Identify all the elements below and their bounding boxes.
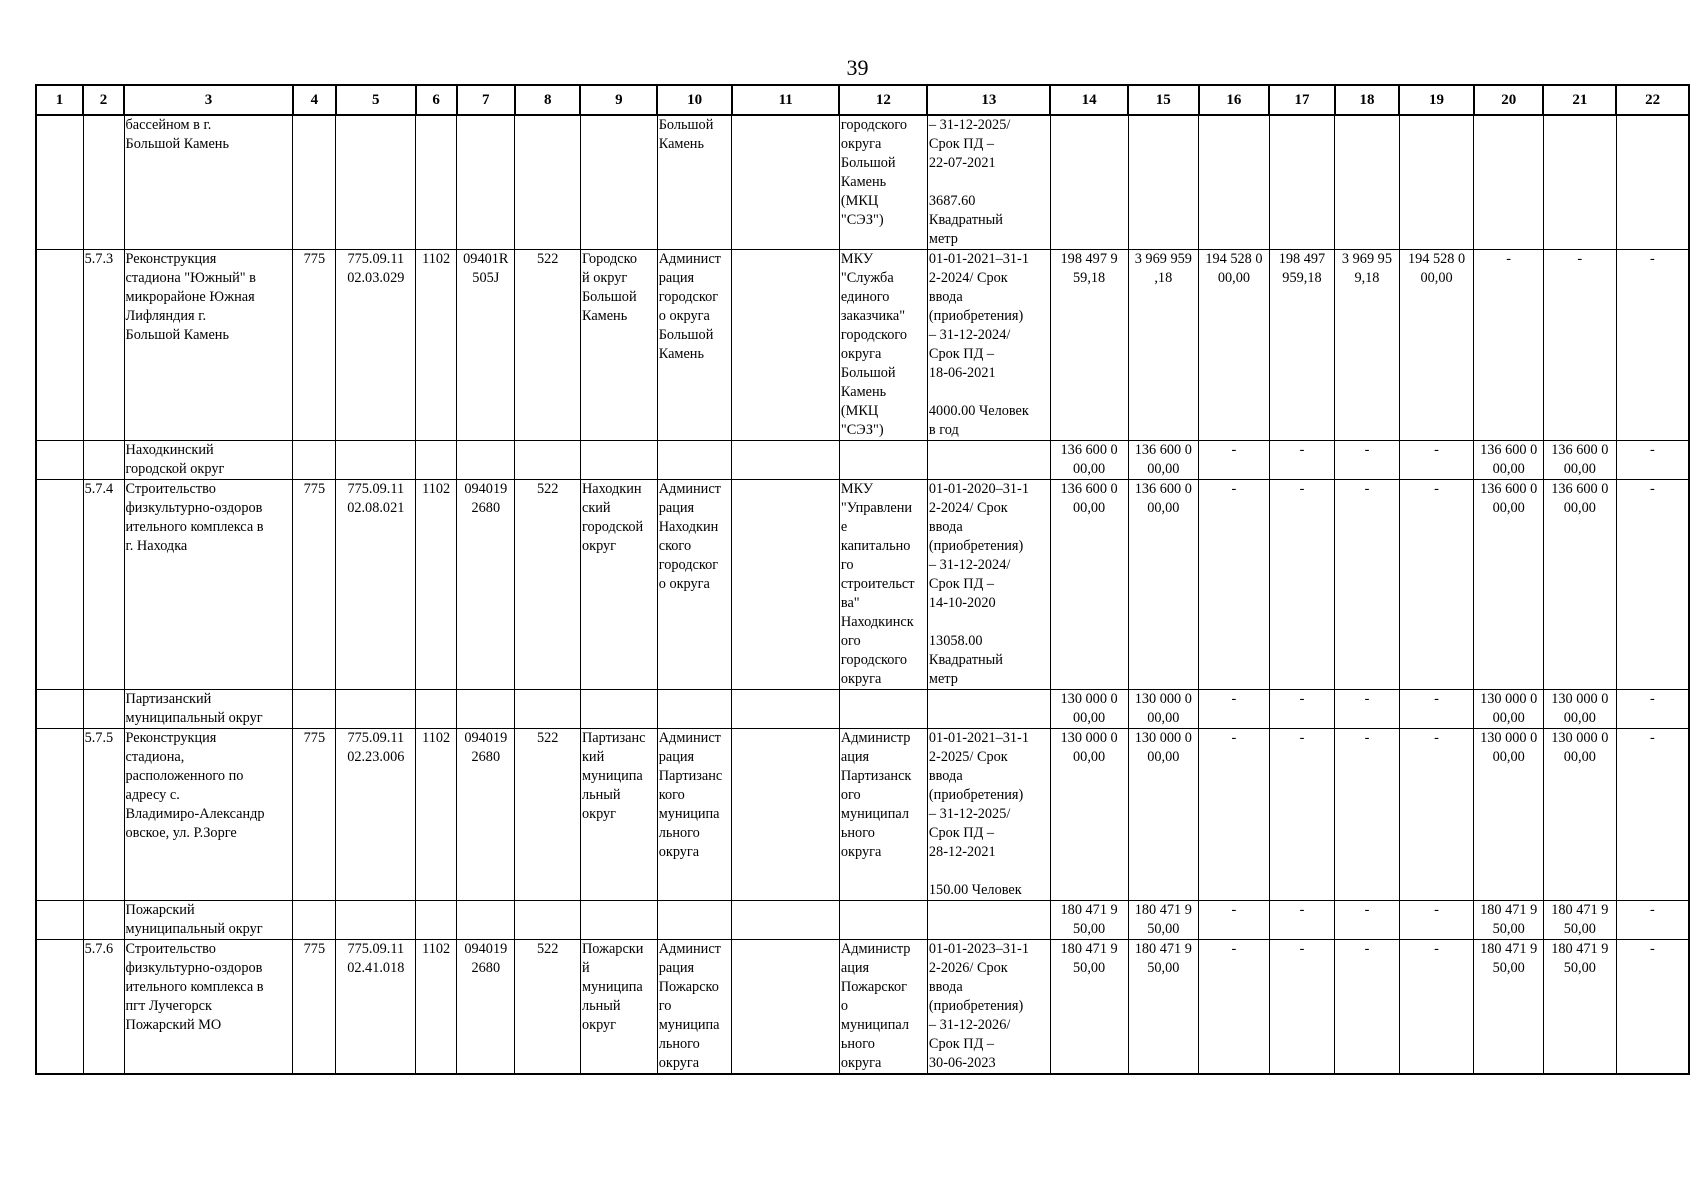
table-cell-col-12 <box>839 441 927 480</box>
table-cell-col-16 <box>1199 115 1270 250</box>
table-cell-col-15: 180 471 9 50,00 <box>1128 901 1199 940</box>
column-header-7: 7 <box>457 85 515 115</box>
table-cell-col-2 <box>83 690 124 729</box>
table-cell-col-16: - <box>1199 441 1270 480</box>
table-cell-col-10: Админист рация Находкин ского городског о округа <box>657 480 732 690</box>
table-row <box>36 480 1689 690</box>
table-cell-col-10: Админист рация Пожарско го муниципа льного округа <box>657 940 732 1075</box>
table-cell-col-19: - <box>1399 729 1474 901</box>
column-header-20: 20 <box>1474 85 1544 115</box>
table-cell-col-18: - <box>1335 690 1399 729</box>
table-cell-col-11 <box>732 480 839 690</box>
table-cell-col-3: Партизанский муниципальный округ <box>124 690 293 729</box>
table-cell-col-12 <box>839 690 927 729</box>
table-cell-col-14: 130 000 0 00,00 <box>1050 690 1128 729</box>
table-cell-col-16: - <box>1199 729 1270 901</box>
table-cell-col-14: 180 471 9 50,00 <box>1050 901 1128 940</box>
table-cell-col-7: 094019 2680 <box>457 940 515 1075</box>
table-cell-col-17: - <box>1269 729 1335 901</box>
table-cell-col-21: 180 471 9 50,00 <box>1543 940 1616 1075</box>
table-cell-col-12: МКУ "Управлени е капитально го строительст ва" Находкинск ого городского округа <box>839 480 927 690</box>
table-cell-col-21: 130 000 0 00,00 <box>1543 690 1616 729</box>
table-cell-col-11 <box>732 690 839 729</box>
column-header-21: 21 <box>1543 85 1616 115</box>
column-header-6: 6 <box>416 85 457 115</box>
column-header-16: 16 <box>1199 85 1270 115</box>
table-cell-col-2 <box>83 441 124 480</box>
table-cell-col-10 <box>657 441 732 480</box>
table-cell-col-14: 198 497 9 59,18 <box>1050 250 1128 441</box>
table-cell-col-6: 1102 <box>416 480 457 690</box>
column-header-14: 14 <box>1050 85 1128 115</box>
table-cell-col-10 <box>657 690 732 729</box>
table-cell-col-15: 136 600 0 00,00 <box>1128 480 1199 690</box>
table-cell-col-14: 130 000 0 00,00 <box>1050 729 1128 901</box>
table-cell-col-16: - <box>1199 480 1270 690</box>
table-cell-col-22: - <box>1616 441 1689 480</box>
table-cell-col-17: - <box>1269 901 1335 940</box>
table-cell-col-19: - <box>1399 480 1474 690</box>
table-cell-col-4: 775 <box>293 729 336 901</box>
table-cell-col-8 <box>515 441 581 480</box>
table-cell-col-5 <box>336 690 416 729</box>
table-cell-col-11 <box>732 901 839 940</box>
table-cell-col-18: - <box>1335 480 1399 690</box>
column-header-15: 15 <box>1128 85 1199 115</box>
table-cell-col-19 <box>1399 115 1474 250</box>
table-cell-col-6: 1102 <box>416 729 457 901</box>
table-cell-col-13: 01-01-2021–31-1 2-2025/ Срок ввода (приобретения) – 31-12-2025/ Срок ПД – 28-12-2021 150.00 Человек <box>927 729 1050 901</box>
table-cell-col-21: - <box>1543 250 1616 441</box>
table-cell-col-7: 094019 2680 <box>457 480 515 690</box>
table-cell-col-22: - <box>1616 901 1689 940</box>
table-cell-col-15 <box>1128 115 1199 250</box>
table-cell-col-6 <box>416 690 457 729</box>
table-cell-col-19: - <box>1399 690 1474 729</box>
table-cell-col-18: - <box>1335 441 1399 480</box>
table-cell-col-9: Находкин ский городской округ <box>580 480 657 690</box>
table-cell-col-10 <box>657 901 732 940</box>
table-cell-col-3: Реконструкция стадиона, расположенного по адресу с. Владимиро-Александр овское, ул. Р.Зорге <box>124 729 293 901</box>
table-cell-col-16: - <box>1199 690 1270 729</box>
table-cell-col-8: 522 <box>515 729 581 901</box>
table-cell-col-13: 01-01-2023–31-1 2-2026/ Срок ввода (приобретения) – 31-12-2026/ Срок ПД – 30-06-2023 <box>927 940 1050 1075</box>
table-cell-col-5 <box>336 901 416 940</box>
column-header-4: 4 <box>293 85 336 115</box>
table-cell-col-20: 180 471 9 50,00 <box>1474 901 1544 940</box>
table-cell-col-1 <box>36 250 83 441</box>
table-cell-col-22: - <box>1616 480 1689 690</box>
table-cell-col-4: 775 <box>293 480 336 690</box>
table-cell-col-5 <box>336 441 416 480</box>
table-cell-col-5 <box>336 115 416 250</box>
table-cell-col-10: Большой Камень <box>657 115 732 250</box>
table-cell-col-21: 180 471 9 50,00 <box>1543 901 1616 940</box>
table-cell-col-17 <box>1269 115 1335 250</box>
table-cell-col-18: - <box>1335 901 1399 940</box>
table-cell-col-8 <box>515 690 581 729</box>
column-header-19: 19 <box>1399 85 1474 115</box>
table-cell-col-9 <box>580 901 657 940</box>
table-cell-col-17: - <box>1269 940 1335 1075</box>
table-cell-col-17: - <box>1269 480 1335 690</box>
column-header-10: 10 <box>657 85 732 115</box>
table-cell-col-2 <box>83 901 124 940</box>
table-cell-col-14: 136 600 0 00,00 <box>1050 480 1128 690</box>
table-cell-col-7 <box>457 441 515 480</box>
table-cell-col-5: 775.09.11 02.41.018 <box>336 940 416 1075</box>
table-cell-col-18: - <box>1335 729 1399 901</box>
table-cell-col-1 <box>36 940 83 1075</box>
table-cell-col-7 <box>457 901 515 940</box>
table-cell-col-3: Находкинский городской округ <box>124 441 293 480</box>
table-cell-col-7: 094019 2680 <box>457 729 515 901</box>
table-cell-col-3: Реконструкция стадиона "Южный" в микрорайоне Южная Лифляндия г. Большой Камень <box>124 250 293 441</box>
table-cell-col-21: 136 600 0 00,00 <box>1543 480 1616 690</box>
table-cell-col-4 <box>293 441 336 480</box>
table-cell-col-13 <box>927 901 1050 940</box>
table-cell-col-17: - <box>1269 441 1335 480</box>
table-cell-col-21: 130 000 0 00,00 <box>1543 729 1616 901</box>
table-cell-col-12: Администр ация Пожарског о муниципал ьного округа <box>839 940 927 1075</box>
column-header-17: 17 <box>1269 85 1335 115</box>
table-cell-col-9 <box>580 441 657 480</box>
table-cell-col-2: 5.7.4 <box>83 480 124 690</box>
table-cell-col-20: 136 600 0 00,00 <box>1474 441 1544 480</box>
table-cell-col-3: бассейном в г. Большой Камень <box>124 115 293 250</box>
table-cell-col-20: 130 000 0 00,00 <box>1474 690 1544 729</box>
table-cell-col-15: 136 600 0 00,00 <box>1128 441 1199 480</box>
table-cell-col-15: 180 471 9 50,00 <box>1128 940 1199 1075</box>
table-cell-col-22: - <box>1616 250 1689 441</box>
table-cell-col-10: Админист рация Партизанс кого муниципа льного округа <box>657 729 732 901</box>
table-cell-col-8: 522 <box>515 480 581 690</box>
table-cell-col-4 <box>293 690 336 729</box>
table-cell-col-18 <box>1335 115 1399 250</box>
table-row <box>36 940 1689 1075</box>
table-cell-col-21 <box>1543 115 1616 250</box>
table-cell-col-1 <box>36 441 83 480</box>
table-cell-col-5: 775.09.11 02.23.006 <box>336 729 416 901</box>
table-cell-col-15: 130 000 0 00,00 <box>1128 690 1199 729</box>
table-cell-col-22 <box>1616 115 1689 250</box>
table-cell-col-16: - <box>1199 901 1270 940</box>
table-cell-col-2 <box>83 115 124 250</box>
table-cell-col-5: 775.09.11 02.03.029 <box>336 250 416 441</box>
table-cell-col-13 <box>927 441 1050 480</box>
column-header-11: 11 <box>732 85 839 115</box>
table-cell-col-12: городского округа Большой Камень (МКЦ "СЭЗ") <box>839 115 927 250</box>
table-cell-col-4 <box>293 115 336 250</box>
column-header-22: 22 <box>1616 85 1689 115</box>
table-cell-col-12: МКУ "Служба единого заказчика" городского округа Большой Камень (МКЦ "СЭЗ") <box>839 250 927 441</box>
table-cell-col-12: Администр ация Партизанск ого муниципал ьного округа <box>839 729 927 901</box>
table-cell-col-19: - <box>1399 940 1474 1075</box>
table-cell-col-21: 136 600 0 00,00 <box>1543 441 1616 480</box>
subtotal-row <box>36 441 1689 480</box>
table-cell-col-11 <box>732 441 839 480</box>
table-cell-col-9: Партизанс кий муниципа льный округ <box>580 729 657 901</box>
table-row <box>36 729 1689 901</box>
table-cell-col-15: 3 969 959 ,18 <box>1128 250 1199 441</box>
table-cell-col-11 <box>732 115 839 250</box>
column-header-18: 18 <box>1335 85 1399 115</box>
column-header-13: 13 <box>927 85 1050 115</box>
table-cell-col-16: 194 528 0 00,00 <box>1199 250 1270 441</box>
table-cell-col-15: 130 000 0 00,00 <box>1128 729 1199 901</box>
table-cell-col-11 <box>732 940 839 1075</box>
table-cell-col-11 <box>732 729 839 901</box>
column-header-12: 12 <box>839 85 927 115</box>
table-cell-col-18: - <box>1335 940 1399 1075</box>
column-header-8: 8 <box>515 85 581 115</box>
table-cell-col-1 <box>36 480 83 690</box>
table-cell-col-6 <box>416 441 457 480</box>
table-cell-col-7 <box>457 115 515 250</box>
table-cell-col-1 <box>36 901 83 940</box>
table-cell-col-8: 522 <box>515 250 581 441</box>
table-cell-col-16: - <box>1199 940 1270 1075</box>
table-cell-col-22: - <box>1616 729 1689 901</box>
subtotal-row <box>36 690 1689 729</box>
table-cell-col-1 <box>36 115 83 250</box>
table-cell-col-9 <box>580 115 657 250</box>
table-cell-col-19: 194 528 0 00,00 <box>1399 250 1474 441</box>
table-cell-col-20: - <box>1474 250 1544 441</box>
table-cell-col-6: 1102 <box>416 250 457 441</box>
table-cell-col-10: Админист рация городског о округа Большой Камень <box>657 250 732 441</box>
column-header-9: 9 <box>580 85 657 115</box>
column-header-3: 3 <box>124 85 293 115</box>
table-cell-col-4: 775 <box>293 940 336 1075</box>
column-header-5: 5 <box>336 85 416 115</box>
table-cell-col-6: 1102 <box>416 940 457 1075</box>
table-cell-col-13: 01-01-2021–31-1 2-2024/ Срок ввода (приобретения) – 31-12-2024/ Срок ПД – 18-06-2021 4000.00 Человек в год <box>927 250 1050 441</box>
table-cell-col-9: Пожарски й муниципа льный округ <box>580 940 657 1075</box>
table-cell-col-20: 130 000 0 00,00 <box>1474 729 1544 901</box>
table-cell-col-20: 136 600 0 00,00 <box>1474 480 1544 690</box>
table-cell-col-19: - <box>1399 901 1474 940</box>
table-cell-col-13: – 31-12-2025/ Срок ПД – 22-07-2021 3687.60 Квадратный метр <box>927 115 1050 250</box>
table-cell-col-11 <box>732 250 839 441</box>
table-cell-col-12 <box>839 901 927 940</box>
column-header-1: 1 <box>36 85 83 115</box>
table-cell-col-13: 01-01-2020–31-1 2-2024/ Срок ввода (приобретения) – 31-12-2024/ Срок ПД – 14-10-2020 13058.00 Квадратный метр <box>927 480 1050 690</box>
table-cell-col-5: 775.09.11 02.08.021 <box>336 480 416 690</box>
table-cell-col-14 <box>1050 115 1128 250</box>
table-cell-col-2: 5.7.3 <box>83 250 124 441</box>
table-cell-col-19: - <box>1399 441 1474 480</box>
table-cell-col-22: - <box>1616 690 1689 729</box>
table-cell-col-20 <box>1474 115 1544 250</box>
table-cell-col-20: 180 471 9 50,00 <box>1474 940 1544 1075</box>
table-cell-col-9: Городско й округ Большой Камень <box>580 250 657 441</box>
table-cell-col-8 <box>515 115 581 250</box>
column-header-2: 2 <box>83 85 124 115</box>
page-number: 39 <box>846 55 869 80</box>
table-cell-col-2: 5.7.5 <box>83 729 124 901</box>
table-cell-col-17: 198 497 959,18 <box>1269 250 1335 441</box>
table-cell-col-14: 180 471 9 50,00 <box>1050 940 1128 1075</box>
table-row <box>36 250 1689 441</box>
table-cell-col-1 <box>36 729 83 901</box>
table-cell-col-6 <box>416 115 457 250</box>
table-cell-col-7 <box>457 690 515 729</box>
table-cell-col-1 <box>36 690 83 729</box>
table-cell-col-18: 3 969 95 9,18 <box>1335 250 1399 441</box>
table-cell-col-3: Строительство физкультурно-оздоров ительного комплекса в пгт Лучегорск Пожарский МО <box>124 940 293 1075</box>
table-cell-col-3: Пожарский муниципальный округ <box>124 901 293 940</box>
table-cell-col-8: 522 <box>515 940 581 1075</box>
table-cell-col-4: 775 <box>293 250 336 441</box>
table-cell-col-4 <box>293 901 336 940</box>
table-cell-col-13 <box>927 690 1050 729</box>
table-cell-col-8 <box>515 901 581 940</box>
table-cell-col-14: 136 600 0 00,00 <box>1050 441 1128 480</box>
table-cell-col-17: - <box>1269 690 1335 729</box>
budget-table <box>35 84 1690 1075</box>
table-cell-col-9 <box>580 690 657 729</box>
header-row <box>36 85 1689 115</box>
table-cell-col-7: 09401R 505J <box>457 250 515 441</box>
table-cell-col-6 <box>416 901 457 940</box>
table-cell-col-2: 5.7.6 <box>83 940 124 1075</box>
table-row <box>36 115 1689 250</box>
subtotal-row <box>36 901 1689 940</box>
table-cell-col-3: Строительство физкультурно-оздоров ительного комплекса в г. Находка <box>124 480 293 690</box>
table-cell-col-22: - <box>1616 940 1689 1075</box>
